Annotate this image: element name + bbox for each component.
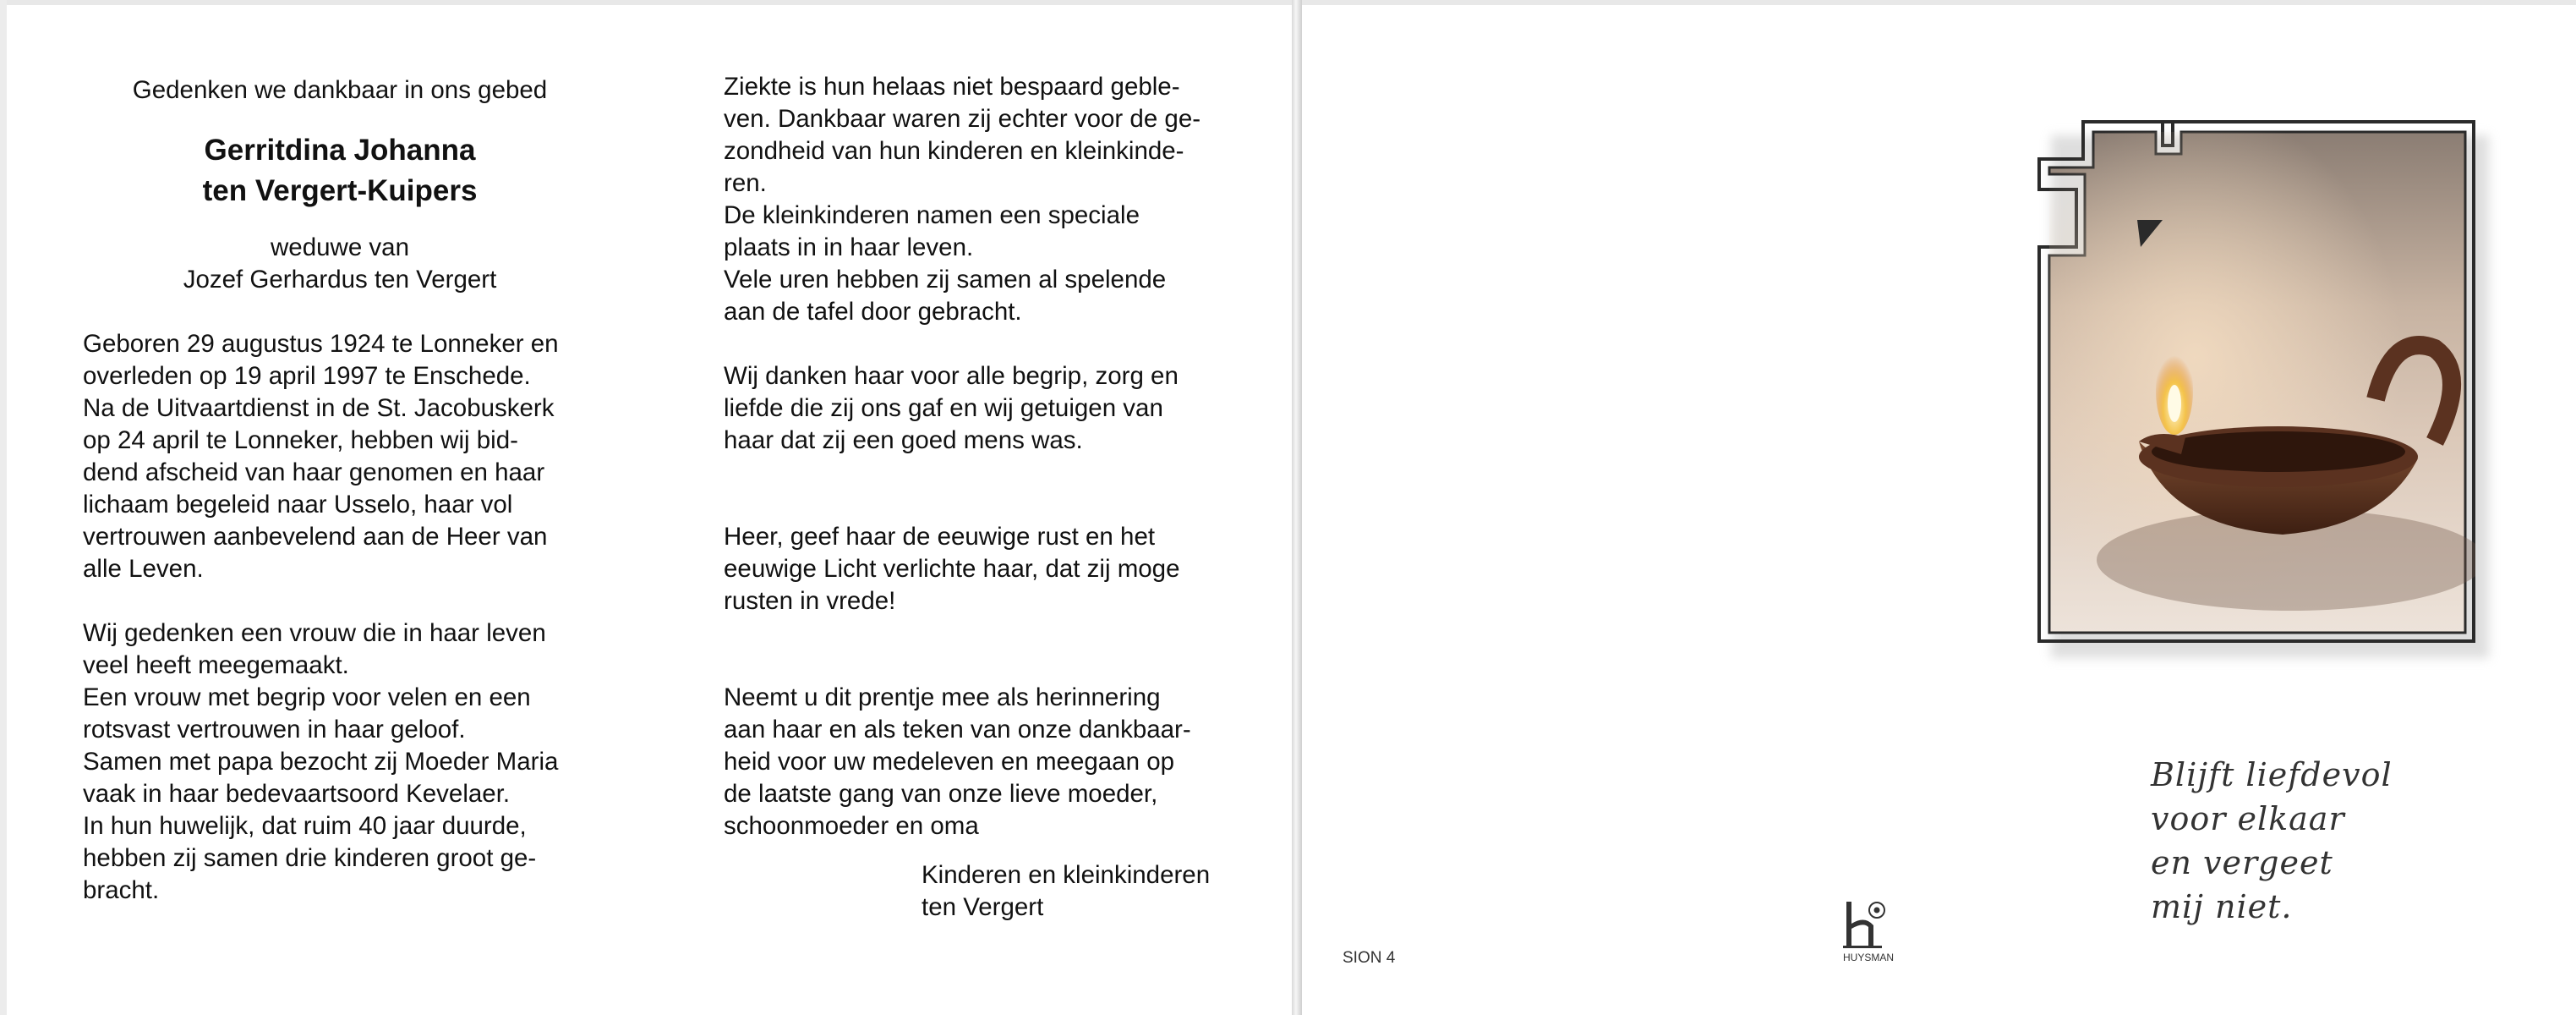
gratitude-paragraph [724, 360, 1238, 457]
text-line: bracht. [83, 876, 160, 904]
text-line: hebben zij samen drie kinderen groot ge- [83, 844, 537, 872]
text-line: Samen met papa bezocht zij Moeder Maria [83, 748, 559, 776]
text-line: rotsvast vertrouwen in haar geloof. [83, 716, 466, 743]
text-line: alle Leven. [83, 555, 204, 583]
signature-line-2: ten Vergert [922, 893, 1044, 921]
signature [724, 859, 1238, 924]
text-line: schoonmoeder en oma [724, 812, 979, 840]
card-fold [1292, 0, 1302, 1015]
text-line: veel heeft meegemaakt. [83, 651, 349, 679]
text-line: op 24 april te Lonneker, hebben wij bid- [83, 426, 518, 454]
prayer-paragraph [724, 521, 1238, 617]
text-line: dend afscheid van haar genomen en haar [83, 458, 545, 486]
verse-line: mij niet. [2151, 888, 2293, 925]
text-line: ven. Dankbaar waren zij echter voor de ge- [724, 105, 1201, 133]
remembrance-paragraph [83, 617, 597, 907]
right-text-column [724, 71, 1238, 924]
text-line: De kleinkinderen namen een speciale [724, 201, 1140, 229]
thanks-paragraph [724, 682, 1238, 842]
verse [2151, 753, 2455, 929]
text-line: Heer, geef haar de eeuwige rust en het [724, 523, 1156, 551]
husband-name: Jozef Gerhardus ten Vergert [183, 266, 497, 294]
text-line: eeuwige Licht verlichte haar, dat zij moge [724, 555, 1180, 583]
text-line: Wij gedenken een vrouw die in haar leven [83, 619, 546, 647]
text-line: Ziekte is hun helaas niet bespaard geble- [724, 73, 1180, 101]
text-line: Geboren 29 augustus 1924 te Lonneker en [83, 330, 559, 358]
text-line: overleden op 19 april 1997 te Enschede. [83, 362, 531, 390]
text-line: Neemt u dit prentje mee als herinnering [724, 683, 1161, 711]
text-line: lichaam begeleid naar Usselo, haar vol [83, 491, 513, 518]
text-line: plaats in in haar leven. [724, 233, 974, 261]
text-line: aan haar en als teken van onze dankbaar- [724, 716, 1191, 743]
text-line: Een vrouw met begrip voor velen en een [83, 683, 531, 711]
name-line-1: Gerritdina Johanna [204, 134, 476, 167]
text-line: de laatste gang van onze lieve moeder, [724, 780, 1158, 808]
biography-paragraph [83, 328, 597, 585]
text-line: vertrouwen aanbevelend aan de Heer van [83, 523, 548, 551]
verse-line: Blijft liefdevol [2151, 756, 2393, 793]
deceased-name [83, 130, 597, 211]
huysman-logo [1840, 898, 1897, 969]
opening-line: Gedenken we dankbaar in ons gebed [132, 76, 548, 104]
signature-line-1: Kinderen en kleinkinderen [922, 861, 1211, 889]
text-line: rusten in vrede! [724, 587, 896, 615]
widow-of-label: weduwe van [271, 233, 409, 261]
name-line-2: ten Vergert-Kuipers [202, 174, 478, 207]
verse-line: voor elkaar [2151, 800, 2345, 837]
text-line: aan de tafel door gebracht. [724, 298, 1022, 326]
text-line: Na de Uitvaartdienst in de St. Jacobuskerk [83, 394, 555, 422]
verse-line: en vergeet [2151, 844, 2333, 881]
text-line: zondheid van hun kinderen en kleinkinde- [724, 137, 1184, 165]
scan-edge-top [0, 0, 2576, 5]
text-line: heid voor uw medeleven en meegaan op [724, 748, 1175, 776]
text-line: liefde die zij ons gaf en wij getuigen van [724, 394, 1163, 422]
oil-lamp-photo [2037, 120, 2475, 643]
text-line: ren. [724, 169, 767, 197]
illness-paragraph [724, 71, 1238, 328]
text-line: vaak in haar bedevaartsoord Kevelaer. [83, 780, 511, 808]
text-line: Wij danken haar voor alle begrip, zorg en [724, 362, 1179, 390]
text-line: In hun huwelijk, dat ruim 40 jaar duurde, [83, 812, 527, 840]
text-line: Vele uren hebben zij samen al spelende [724, 266, 1167, 294]
scan-edge-left [0, 0, 7, 1015]
series-code: SION 4 [1343, 949, 1396, 967]
left-text-column [83, 74, 597, 907]
text-line: haar dat zij een goed mens was. [724, 426, 1083, 454]
logo-wordmark: HUYSMAN [1842, 952, 1895, 963]
